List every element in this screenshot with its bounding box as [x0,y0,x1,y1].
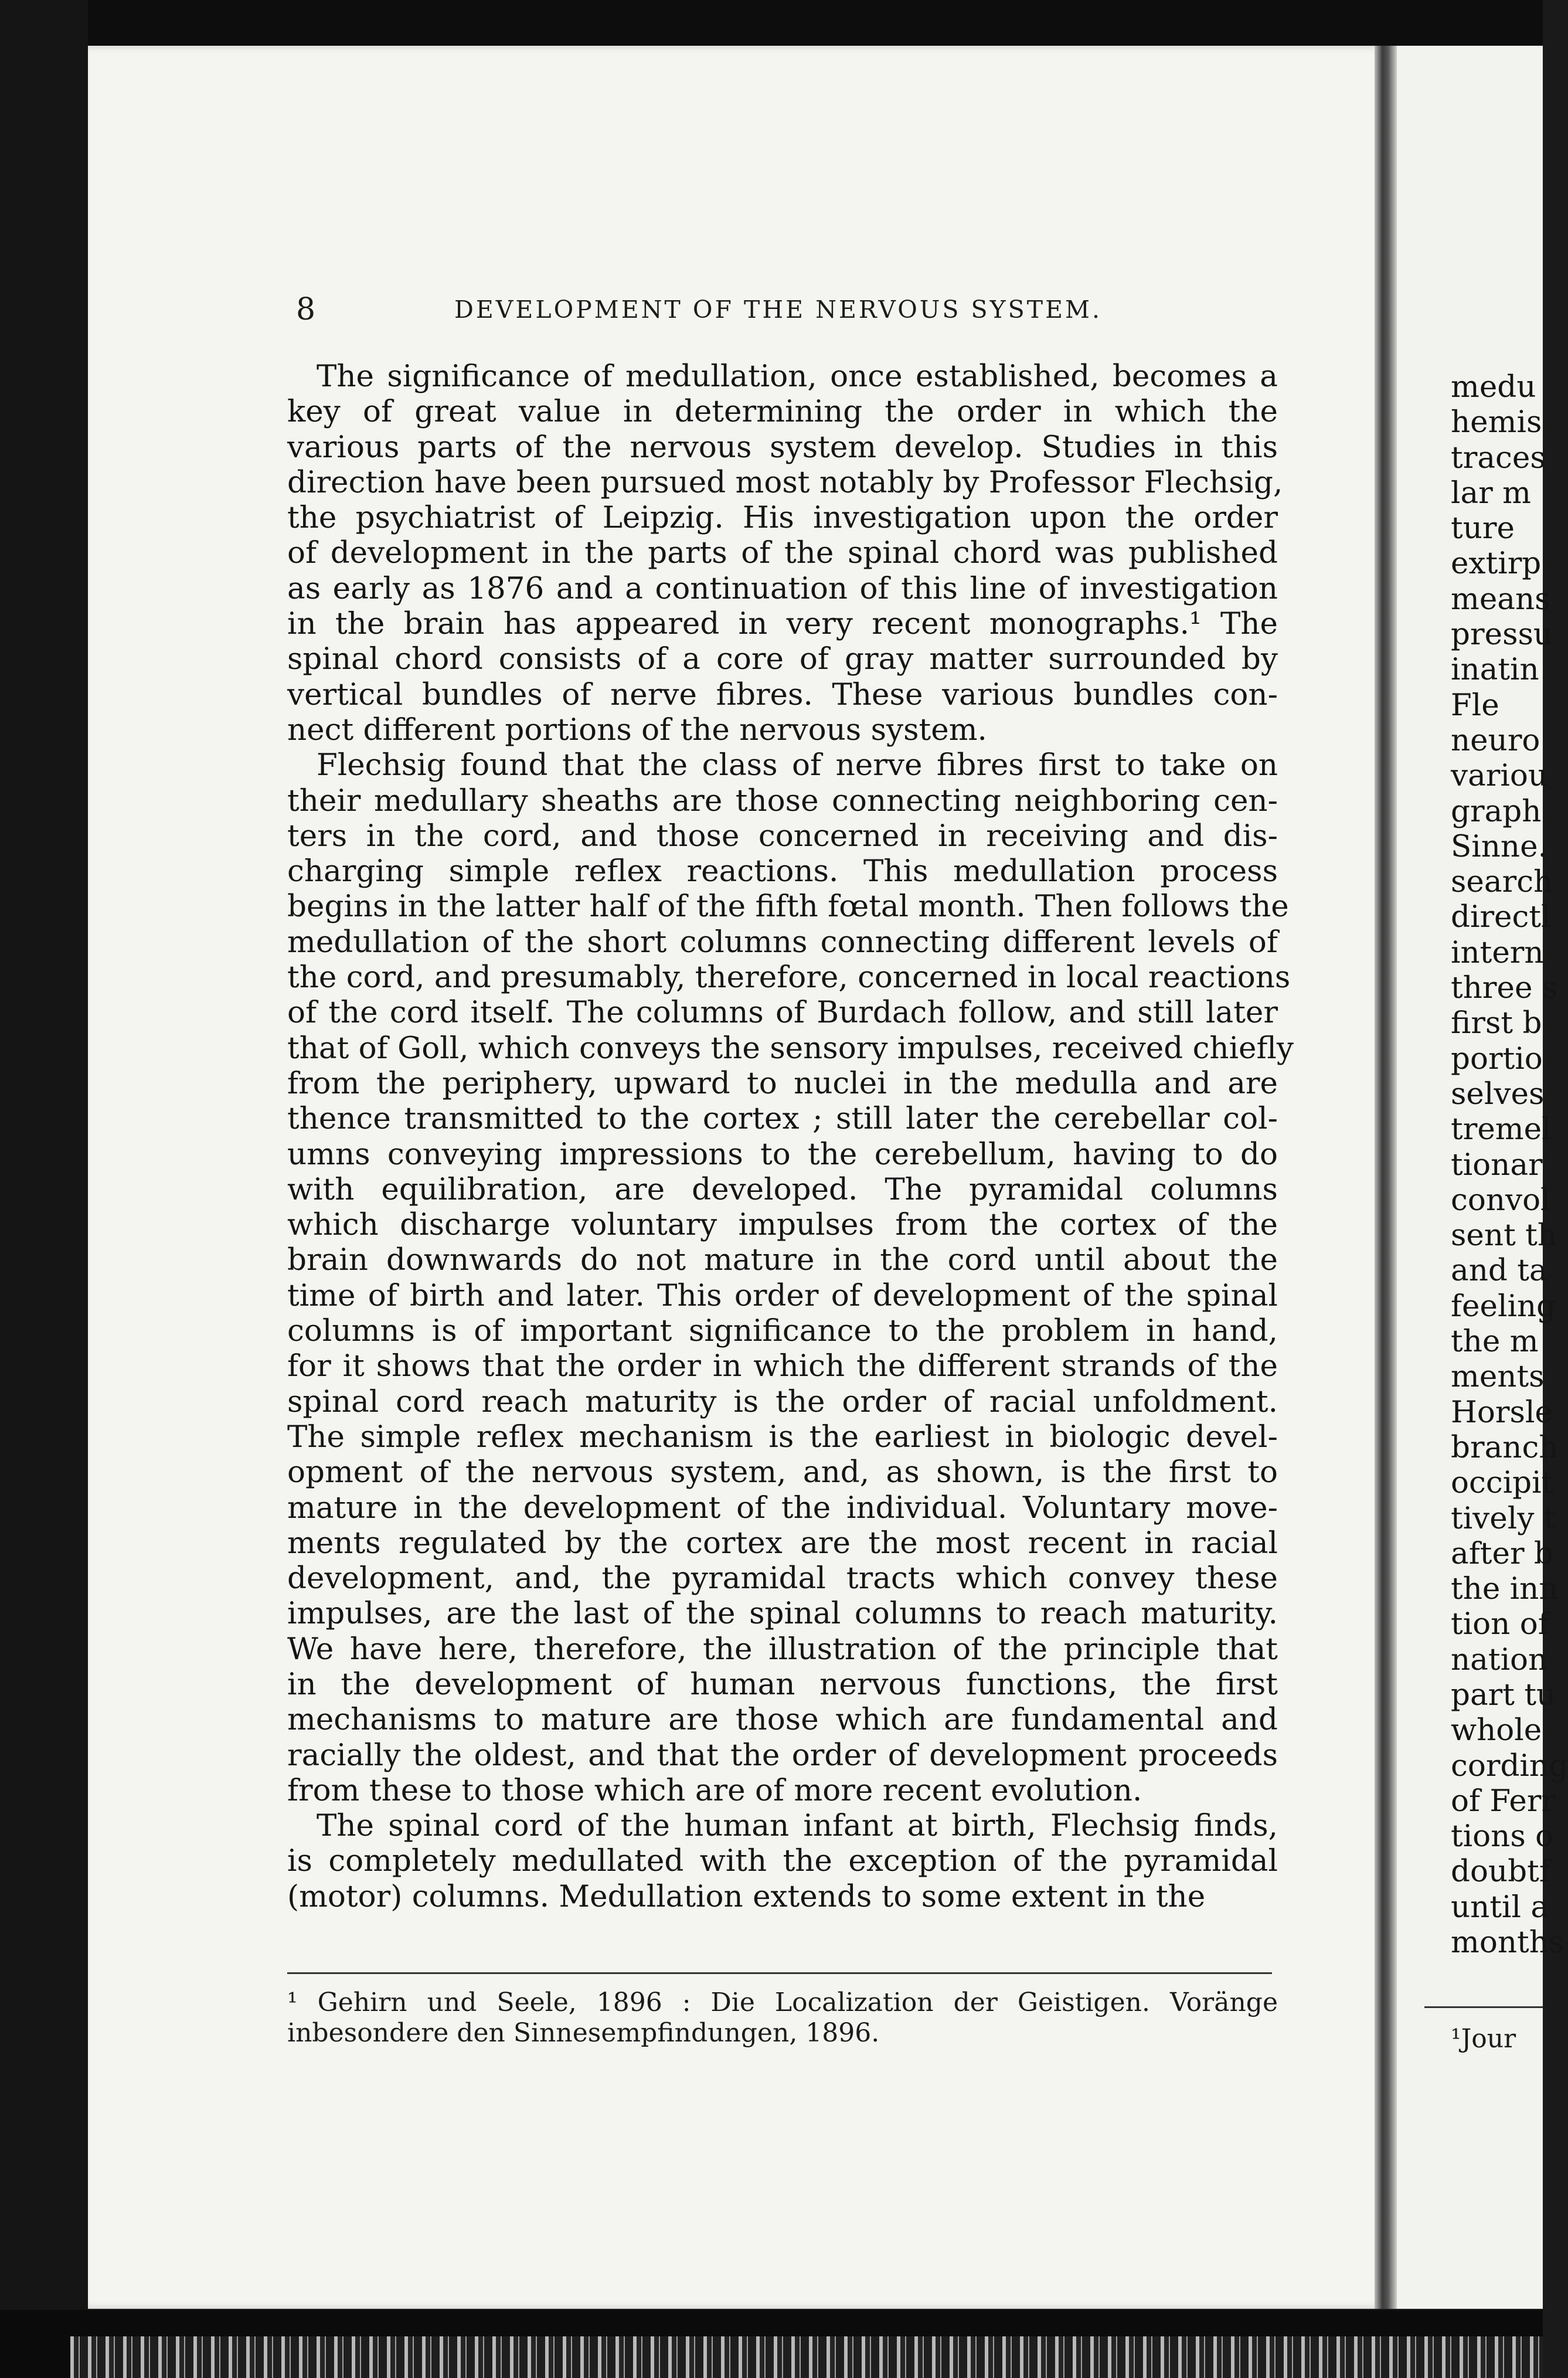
adjacent-text-line: Horsle [1451,1394,1553,1430]
text-line: (motor) columns. Medullation extends to some extent in the [287,1878,1206,1914]
text-line: in the brain has appeared in very recent monographs.¹ The [287,606,1278,642]
adjacent-text-line: sent th [1451,1218,1557,1253]
adjacent-text-line: intern [1451,935,1544,970]
text-line: The significance of medullation, once established, becomes a [317,359,1278,394]
adjacent-text-line: feeling [1451,1288,1556,1324]
text-line: spinal cord reach maturity is the order of racial unfoldment. [287,1384,1278,1419]
adjacent-page-text [1451,369,1568,1961]
text-line: of the cord itself. The columns of Burdach follow, and still later [287,995,1278,1031]
adjacent-text-line: ture [1451,511,1515,546]
text-line: for it shows that the order in which the different strands of the [287,1348,1278,1384]
footnotes [287,1988,1278,2049]
text-line: direction have been pursued most notably by Professor Flechsig, [287,464,1283,500]
adjacent-text-line: search [1451,864,1553,900]
adjacent-text-line: branch [1451,1429,1559,1465]
text-line: spinal chord consists of a core of gray matter surrounded by [287,641,1278,677]
text-line: the cord, and presumably, therefore, concerned in local reactions [287,960,1291,996]
adjacent-text-line: lar m [1451,475,1531,511]
text-line: key of great value in determining the order in which the [287,394,1278,430]
scan-border-top [0,0,1543,46]
text-line: charging simple reflex reactions. This medullation process [287,854,1278,889]
text-line: that of Goll, which conveys the sensory impulses, received chiefly [287,1030,1294,1066]
adjacent-text-line: tively t [1451,1500,1556,1536]
adjacent-text-line: ments [1451,1359,1545,1395]
footnote-rule [287,1972,1272,1974]
adjacent-text-line: graph [1451,793,1542,829]
text-line: from these to those which are of more recent evolution. [287,1772,1142,1808]
text-line: with equilibration, are developed. The pyramidal columns [287,1171,1278,1207]
page-number: 8 [296,292,316,327]
adjacent-text-line: three s [1451,970,1558,1006]
footnote-line: inbesondere den Sinnesempfindungen, 1896. [287,2018,880,2048]
book-gutter [1375,46,1397,2309]
adjacent-text-line: selves [1451,1076,1545,1112]
text-line: impulses, are the last of the spinal columns to reach maturity. [287,1596,1278,1632]
adjacent-text-line: portio [1451,1041,1543,1076]
film-edge-strip [70,2336,1543,2378]
text-line: begins in the latter half of the fifth fœtal month. Then follows the [287,889,1289,925]
adjacent-text-line: Fle [1451,687,1499,723]
text-line: in the development of human nervous functions, the first [287,1666,1278,1702]
adjacent-text-line: extirp [1451,546,1542,582]
adjacent-text-line: medu [1451,369,1536,405]
text-line: various parts of the nervous system develop. Studies in this [287,429,1278,465]
adjacent-text-line: doubtf [1451,1854,1550,1890]
adjacent-text-line: variou [1451,758,1548,794]
text-line: vertical bundles of nerve fibres. These various bundles con- [287,677,1278,712]
text-line: medullation of the short columns connecting different levels of [287,924,1278,960]
scan-border-left [0,0,88,2378]
adjacent-text-line: directl [1451,899,1551,935]
adjacent-text-line: after b [1451,1535,1553,1571]
adjacent-text-line: hemis [1451,405,1542,440]
adjacent-text-line: part tu [1451,1677,1556,1713]
adjacent-text-line: first b [1451,1005,1542,1041]
text-line: umns conveying impressions to the cerebellum, having to do [287,1136,1278,1172]
adjacent-text-line: means [1451,581,1550,617]
adjacent-text-line: Sinne. [1451,828,1547,864]
adjacent-text-line: the inn [1451,1571,1559,1607]
text-line: We have here, therefore, the illustration of the principle that [287,1631,1278,1667]
text-line: Flechsig found that the class of nerve fibres first to take on [317,748,1278,783]
adjacent-text-line: tions o [1451,1819,1554,1854]
footnote-line: ¹ Gehirn und Seele, 1896 : Die Localization der Geistigen. Voränge [287,1988,1278,2017]
text-line: from the periphery, upward to nuclei in the medulla and are [287,1065,1278,1101]
adjacent-text-line: the m [1451,1324,1539,1360]
adjacent-text-line: tion of [1451,1606,1549,1642]
text-line: racially the oldest, and that the order of development proceeds [287,1737,1278,1773]
text-line: brain downwards do not mature in the cord until about the [287,1242,1278,1278]
adjacent-text-line: occipit [1451,1465,1554,1501]
adjacent-text-line: tremel [1451,1112,1552,1147]
adjacent-footnote-rule [1424,2006,1543,2008]
adjacent-text-line: months [1451,1925,1564,1961]
adjacent-text-line: until a [1451,1889,1549,1925]
text-line: development, and, the pyramidal tracts which convey these [287,1561,1278,1596]
text-line: as early as 1876 and a continuation of this line of investigation [287,570,1278,606]
adjacent-text-line: inatin [1451,652,1539,688]
text-line: mature in the development of the individual. Voluntary move- [287,1490,1278,1526]
adjacent-text-line: and ta [1451,1253,1547,1289]
text-line: is completely medullated with the exception of the pyramidal [287,1843,1278,1879]
text-line: opment of the nervous system, and, as shown, is the first to [287,1455,1278,1490]
adjacent-text-line: traces [1451,440,1546,475]
adjacent-text-line: tionar [1451,1147,1543,1183]
adjacent-text-line: neuro [1451,722,1540,758]
text-line: their medullary sheaths are those connecting neighboring cen- [287,783,1278,818]
text-line: ters in the cord, and those concerned in receiving and dis- [287,818,1278,854]
text-line: time of birth and later. This order of development of the spinal [287,1278,1278,1313]
header-title: DEVELOPMENT OF THE NERVOUS SYSTEM. [454,295,1103,324]
text-line: columns is of important significance to the problem in hand, [287,1313,1278,1349]
adjacent-text-line: of Ferr [1451,1783,1556,1819]
main-text-block [287,359,1294,1914]
text-line: The simple reflex mechanism is the earliest in biologic devel- [287,1419,1278,1455]
text-line: thence transmitted to the cortex ; still later the cerebellar col- [287,1101,1278,1137]
text-line: ments regulated by the cortex are the most recent in racial [287,1525,1278,1561]
text-line: of development in the parts of the spinal chord was published [287,535,1278,571]
text-line: which discharge voluntary impulses from the cortex of the [287,1207,1278,1243]
text-line: the psychiatrist of Leipzig. His investigation upon the order [287,500,1278,536]
adjacent-text-line: whole [1451,1713,1542,1748]
adjacent-text-line: pressu [1451,617,1553,653]
adjacent-text-line: cording [1451,1748,1568,1784]
text-line: The spinal cord of the human infant at birth, Flechsig finds, [317,1808,1278,1844]
adjacent-text-line: nation [1451,1642,1548,1677]
text-line: nect different portions of the nervous system. [287,712,987,748]
adjacent-footnote: ¹Jour [1451,2024,1516,2054]
text-line: mechanisms to mature are those which are fundamental and [287,1702,1278,1738]
adjacent-text-line: convol [1451,1182,1550,1218]
